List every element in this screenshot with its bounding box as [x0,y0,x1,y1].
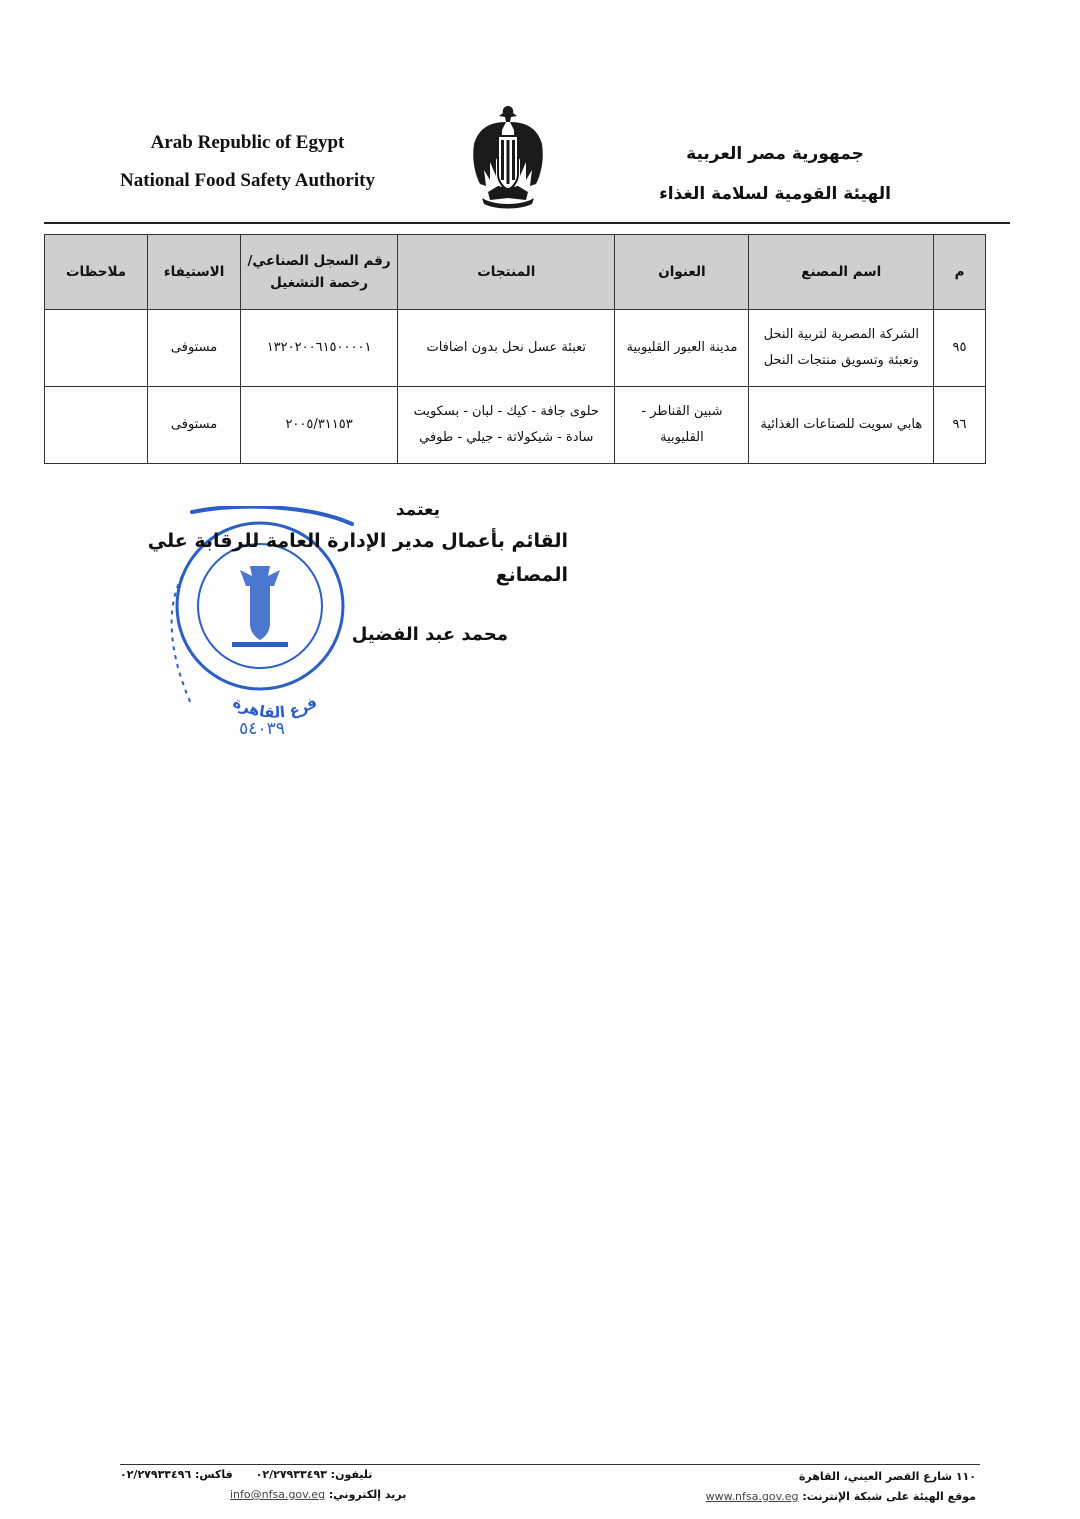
country-name-ar: جمهورية مصر العربية [686,144,864,164]
footer-website [706,1490,976,1503]
fax-number: ٠٢/٢٧٩٣٣٤٩٦ [120,1468,192,1481]
header-divider [44,222,1010,224]
website-label: موقع الهيئة على شبكة الإنترنت: [802,1490,976,1503]
authority-name-en: National Food Safety Authority [120,170,375,191]
factories-table [44,234,986,464]
phone-number: ٠٢/٢٧٩٣٣٤٩٣ [255,1468,327,1481]
col-header-products: المنتجات [398,235,615,310]
stamp-branch-label: فرع القاهرة [229,693,321,722]
table-header-row [45,235,986,310]
approver-position: القائم بأعمال مدير الإدارة العامة للرقابة علي المصانع [147,530,568,586]
col-header-registry: رقم السجل الصناعي/رخصة التشغيل [241,235,398,310]
table-row [45,310,986,387]
email-label: بريد إلكتروني: [328,1488,407,1501]
col-header-notes: ملاحظات [45,235,148,310]
cell-notes [45,387,148,464]
col-header-status: الاستيفاء [148,235,241,310]
cell-address: مدينة العبور القليوبية [615,310,749,387]
eagle-emblem-icon [468,100,548,210]
footer-address: ١١٠ شارع القصر العيني، القاهرة [798,1470,976,1483]
cell-registry: ٢٠٠٥/٣١١٥٣ [241,387,398,464]
website-link[interactable]: www.nfsa.gov.eg [705,1490,799,1503]
cell-products: تعبئة عسل نحل بدون اضافات [398,310,615,387]
phone-label: تليفون: [330,1468,373,1481]
cell-address: شبين القناطر - القليوبية [615,387,749,464]
footer-contact [120,1468,372,1481]
email-link[interactable]: info@nfsa.gov.eg [230,1488,326,1501]
col-header-no: م [934,235,986,310]
approval-title: يعتمد [395,500,440,520]
authority-name-ar: الهيئة القومية لسلامة الغذاء [659,184,891,204]
fax-label: فاكس: [195,1468,233,1481]
cell-no: ٩٥ [934,310,986,387]
cell-products: حلوى جافة - كيك - لبان - بسكويت سادة - شيكولاتة - جيلي - طوفي [398,387,615,464]
cell-notes [45,310,148,387]
stamp-serial-number: ٥٤٠٣٩ [239,719,285,739]
signer-name: محمد عبد الفضيل [351,624,508,645]
cell-no: ٩٦ [934,387,986,464]
footer-divider [120,1464,980,1465]
header-arabic [645,134,905,214]
table-row [45,387,986,464]
header-english [100,124,395,200]
col-header-address: العنوان [615,235,749,310]
cell-status: مستوفى [148,387,241,464]
approval-block [98,496,568,650]
col-header-factory: اسم المصنع [749,235,934,310]
footer-email [230,1488,406,1501]
cell-status: مستوفى [148,310,241,387]
cell-factory: الشركة المصرية لتربية النحل وتعبئة وتسويق منتجات النحل [749,310,934,387]
country-name-en: Arab Republic of Egypt [150,132,345,153]
cell-registry: ١٣٢٠٢٠٠٦١٥٠٠٠٠١ [241,310,398,387]
cell-factory: هابي سويت للصناعات الغذائية [749,387,934,464]
